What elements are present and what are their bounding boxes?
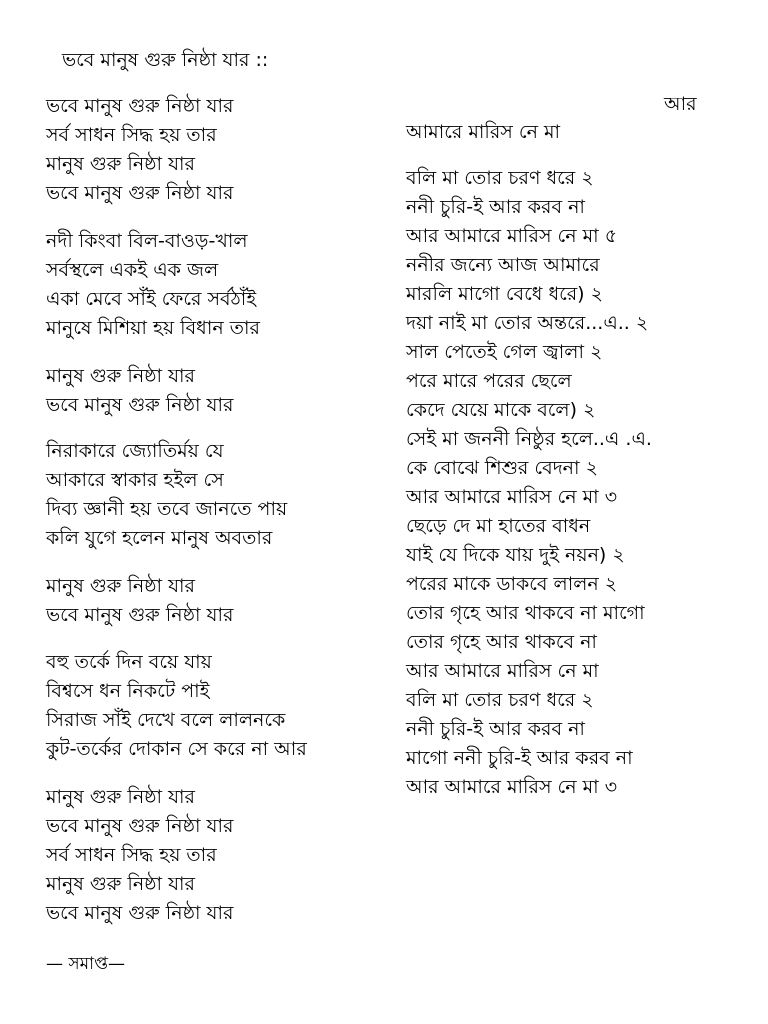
lyric-line: ভবে মানুষ গুরু নিষ্ঠা যার [46,902,234,924]
lyric-line: আর আমারে মারিস নে মা ৫ [406,225,618,247]
lyric-line: তোর গৃহে আর থাকবে না [406,631,597,653]
lyric-line: ভবে মানুষ গুরু নিষ্ঠা যার [46,182,234,204]
lyric-line: আর আমারে মারিস নে মা [406,660,599,682]
lyric-line: পরের মাকে ডাকবে লালন ২ [406,573,618,595]
lyric-line: সর্ব সাধন সিদ্ধ হয় তার [46,124,217,146]
lyric-line: সেই মা জননী নিষ্ঠুর হলে..এ .এ. [406,428,652,450]
lyric-line: দিব্য জ্ঞানী হয় তবে জানতে পায় [46,498,288,520]
lyric-line: বহু তর্কে দিন বয়ে যায় [46,651,212,673]
lyric-line: সর্ব সাধন সিদ্ধ হয় তার [46,844,217,866]
lyric-line: মানুষ গুরু নিষ্ঠা যার [46,786,195,808]
lyric-line: ছেড়ে দে মা হাতের বাধন [406,515,591,537]
lyric-line: ননী চুরি-ই আর করব না [406,718,585,740]
right-corner-word: আর [664,93,697,115]
lyric-line: মারলি মাগো বেধে ধরে) ২ [406,283,603,305]
lyric-line: বলি মা তোর চরণ ধরে ২ [406,689,594,711]
lyric-line: তোর গৃহে আর থাকবে না মাগো [406,602,645,624]
lyric-line: বিশ্বসে ধন নিকটে পাই [46,680,210,702]
lyric-line: মানুষে মিশিয়া হয় বিধান তার [46,317,260,339]
lyric-line: পরে মারে পরের ছেলে [406,370,572,392]
lyric-line: কুট-তর্কের দোকান সে করে না আর [46,738,307,760]
lyric-line: কলি যুগে হলেন মানুষ অবতার [46,527,273,549]
lyric-line: সিরাজ সাঁই দেখে বলে লালনকে [46,709,286,731]
lyric-line: যাই যে দিকে যায় দুই নয়ন) ২ [406,544,625,566]
lyric-line: ভবে মানুষ গুরু নিষ্ঠা যার [46,95,234,117]
lyric-line: একা মেবে সাঁই ফেরে সর্বঠাঁই [46,288,257,310]
lyric-line: মাগো ননী চুরি-ই আর করব না [406,747,633,769]
lyric-line: মানুষ গুরু নিষ্ঠা যার [46,365,195,387]
lyric-line: আর আমারে মারিস নে মা ৩ [406,486,618,508]
lyric-line: মানুষ গুরু নিষ্ঠা যার [46,575,195,597]
lyric-line: মানুষ গুরু নিষ্ঠা যার [46,873,195,895]
lyric-line: ভবে মানুষ গুরু নিষ্ঠা যার [46,394,234,416]
lyric-line: দয়া নাই মা তোর অন্তরে...এ.. ২ [406,312,649,334]
lyric-line: আমারে মারিস নে মা [406,121,561,143]
lyric-line: নদী কিংবা বিল-বাওড়-খাল [46,230,248,252]
lyric-line: সাল পেতেই গেল জ্বালা ২ [406,341,603,363]
lyric-line: কে বোঝে শিশুর বেদনা ২ [406,457,598,479]
lyric-line: ননী চুরি-ই আর করব না [406,196,585,218]
lyric-line: আর আমারে মারিস নে মা ৩ [406,776,618,798]
lyric-line: কেদে যেয়ে মাকে বলে) ২ [406,399,596,421]
lyric-line: বলি মা তোর চরণ ধরে ২ [406,167,594,189]
song-title: ভবে মানুষ গুরু নিষ্ঠা যার :: [62,49,269,71]
lyric-line: নিরাকারে জ্যোতির্ময় যে [46,440,224,462]
lyric-line: সর্বস্থলে একই এক জল [46,259,219,281]
lyric-line: আকারে স্বাকার হইল সে [46,469,224,491]
lyric-line: ভবে মানুষ গুরু নিষ্ঠা যার [46,815,234,837]
lyric-line: ভবে মানুষ গুরু নিষ্ঠা যার [46,604,234,626]
ending-mark: — সমাপ্ত— [46,954,125,974]
lyric-line: মানুষ গুরু নিষ্ঠা যার [46,153,195,175]
lyric-line: ননীর জন্যে আজ আমারে [406,254,600,276]
